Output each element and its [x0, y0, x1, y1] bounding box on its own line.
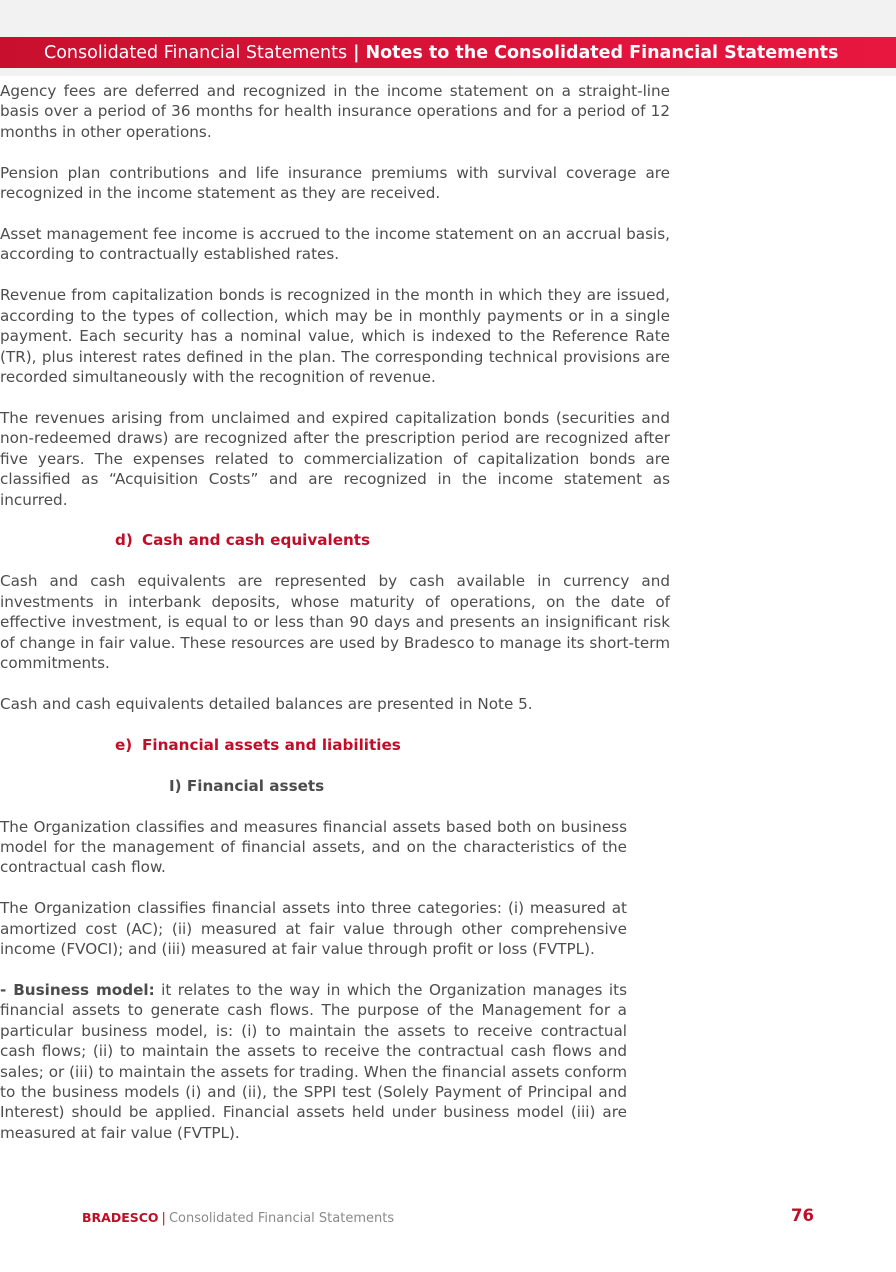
section-heading-financial — [115, 735, 896, 755]
section-title: Financial assets and liabilities — [142, 735, 401, 754]
header-separator: | — [353, 42, 360, 63]
paragraph-classification-basis: The Organization classifies and measures financial assets based both on business model for the management of financial assets, and on the characteristics of the contractual cash flow. — [0, 817, 627, 877]
paragraph-agency-fees: Agency fees are deferred and recognized in the income statement on a straight-line basis over a period of 36 months for health insurance operations and for a period of 12 months in other operations. — [0, 82, 670, 141]
paragraph-unclaimed-bonds: The revenues arising from unclaimed and expired capitalization bonds (securities and non-redeemed draws) are recognized after the prescription period are recognized after five years. The expenses related to commercialization of capitalization bonds are classified as “Acquisition Costs” and are recognized in the income statement as incurred. — [0, 408, 670, 509]
paragraph-asset-management: Asset management fee income is accrued to the income statement on an accrual basis, according to contractually established rates. — [0, 225, 670, 264]
paragraph-cash-note: Cash and cash equivalents detailed balances are presented in Note 5. — [0, 694, 533, 713]
page-footer — [82, 1208, 818, 1228]
footer-brand: BRADESCO — [82, 1210, 159, 1225]
page-content — [0, 81, 896, 1164]
header-subtitle: Notes to the Consolidated Financial Statements — [365, 42, 839, 63]
footer-document-title: Consolidated Financial Statements — [168, 1211, 395, 1226]
page-header — [0, 37, 896, 68]
paragraph-three-categories: The Organization classifies financial assets into three categories: (i) measured at amortized cost (AC); (ii) measured at fair value through other comprehensive income (FVOCI); and (iii) measured at fair value through profit or loss (FVTPL). — [0, 899, 627, 959]
paragraph-pension-plan: Pension plan contributions and life insurance premiums with survival coverage are recognized in the income statement as they are received. — [0, 163, 670, 203]
header-underline-band — [0, 68, 896, 76]
section-title: Cash and cash equivalents — [142, 531, 371, 550]
section-letter: e) — [115, 735, 133, 754]
page-number: 76 — [791, 1206, 814, 1225]
paragraph-cash-definition: Cash and cash equivalents are represented by cash available in currency and investments in interbank deposits, whose maturity of operations, on the date of effective investment, is equal to or less than 90 days and presents an insignificant risk of change in fair value. These resources are used by Bradesco to manage its short-term commitments. — [0, 572, 670, 672]
business-model-lead: - Business model: — [0, 981, 155, 999]
footer-separator: | — [161, 1211, 166, 1226]
paragraph-capitalization-revenue: Revenue from capitalization bonds is recognized in the month in which they are issued, according to the types of collection, which may be in monthly payments or in a single payment. Each security has a nominal value, which is indexed to the Reference Rate (TR), plus interest rates defined in the plan. The corresponding technical provisions are recorded simultaneously with the recognition of revenue. — [0, 286, 670, 386]
subsection-heading-financial-assets: I) Financial assets — [169, 776, 325, 795]
section-letter: d) — [115, 531, 133, 550]
business-model-text: it relates to the way in which the Organization manages its financial assets to generate cash flows. The purpose of the Management for a particular business model, is: (i) to maintain the assets to receive contractual cash flows; (ii) to maintain the assets to receive the contractual cash flows and sales; or (iii) to maintain the assets for trading. When the financial assets conform to the business models (i) and (ii), the SPPI test (Solely Payment of Principal and Interest) should be applied. Financial assets held under business model (iii) are measured at fair value (FVTPL). — [0, 981, 627, 1142]
top-margin-band — [0, 0, 896, 37]
paragraph-business-model — [0, 980, 627, 1143]
header-title: Consolidated Financial Statements — [44, 42, 348, 63]
section-heading-cash — [115, 530, 896, 550]
